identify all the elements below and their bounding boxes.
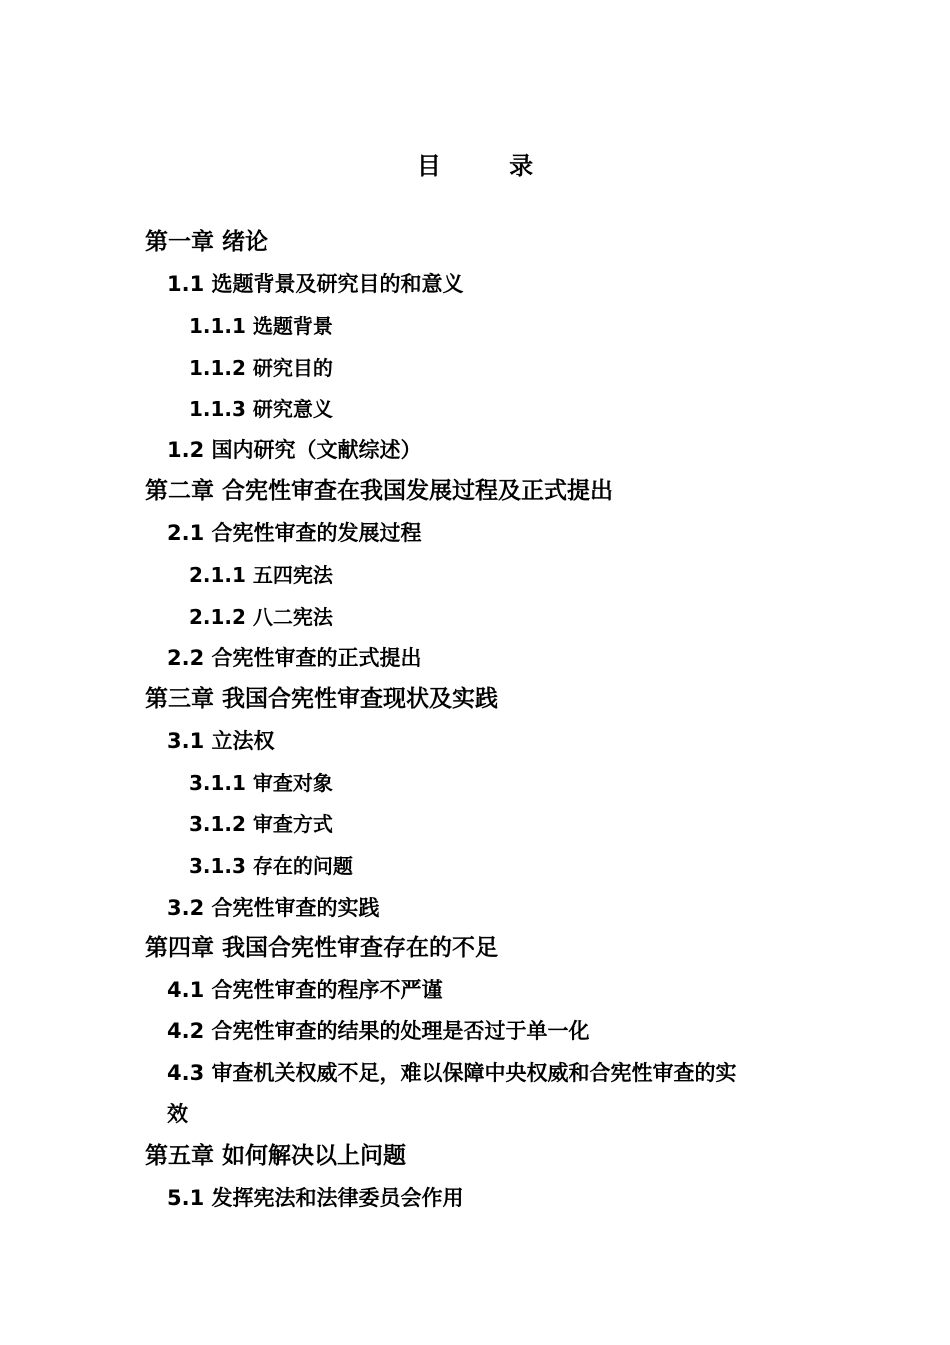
toc-chapter-5: 第五章 如何解决以上问题 xyxy=(145,1143,407,1169)
toc-section-4-3-continued: 效 xyxy=(167,1102,188,1126)
toc-section-4-2: 4.2 合宪性审查的结果的处理是否过于单一化 xyxy=(167,1019,590,1043)
toc-chapter-2: 第二章 合宪性审查在我国发展过程及正式提出 xyxy=(145,478,614,504)
toc-chapter-3: 第三章 我国合宪性审查现状及实践 xyxy=(145,686,499,712)
toc-section-2-1: 2.1 合宪性审查的发展过程 xyxy=(167,521,422,545)
page-title: 目 录 xyxy=(416,152,564,180)
toc-section-1-2: 1.2 国内研究（文献综述） xyxy=(167,438,422,462)
toc-section-5-1: 5.1 发挥宪法和法律委员会作用 xyxy=(167,1186,464,1210)
toc-chapter-4: 第四章 我国合宪性审查存在的不足 xyxy=(145,935,499,961)
toc-chapter-1: 第一章 绪论 xyxy=(145,229,269,255)
toc-subsection-1-1-3: 1.1.3 研究意义 xyxy=(189,397,333,421)
toc-section-3-2: 3.2 合宪性审查的实践 xyxy=(167,896,380,920)
toc-section-4-1: 4.1 合宪性审查的程序不严谨 xyxy=(167,978,443,1002)
toc-subsection-2-1-1: 2.1.1 五四宪法 xyxy=(189,563,333,587)
toc-section-1-1: 1.1 选题背景及研究目的和意义 xyxy=(167,272,464,296)
toc-section-2-2: 2.2 合宪性审查的正式提出 xyxy=(167,646,422,670)
toc-subsection-1-1-2: 1.1.2 研究目的 xyxy=(189,356,333,380)
toc-section-4-3: 4.3 审查机关权威不足，难以保障中央权威和合宪性审查的实 xyxy=(167,1061,737,1085)
toc-subsection-2-1-2: 2.1.2 八二宪法 xyxy=(189,605,333,629)
toc-subsection-1-1-1: 1.1.1 选题背景 xyxy=(189,314,333,338)
toc-subsection-3-1-2: 3.1.2 审查方式 xyxy=(189,812,333,836)
toc-section-3-1: 3.1 立法权 xyxy=(167,729,275,753)
toc-subsection-3-1-3: 3.1.3 存在的问题 xyxy=(189,854,353,878)
toc-subsection-3-1-1: 3.1.1 审查对象 xyxy=(189,771,333,795)
